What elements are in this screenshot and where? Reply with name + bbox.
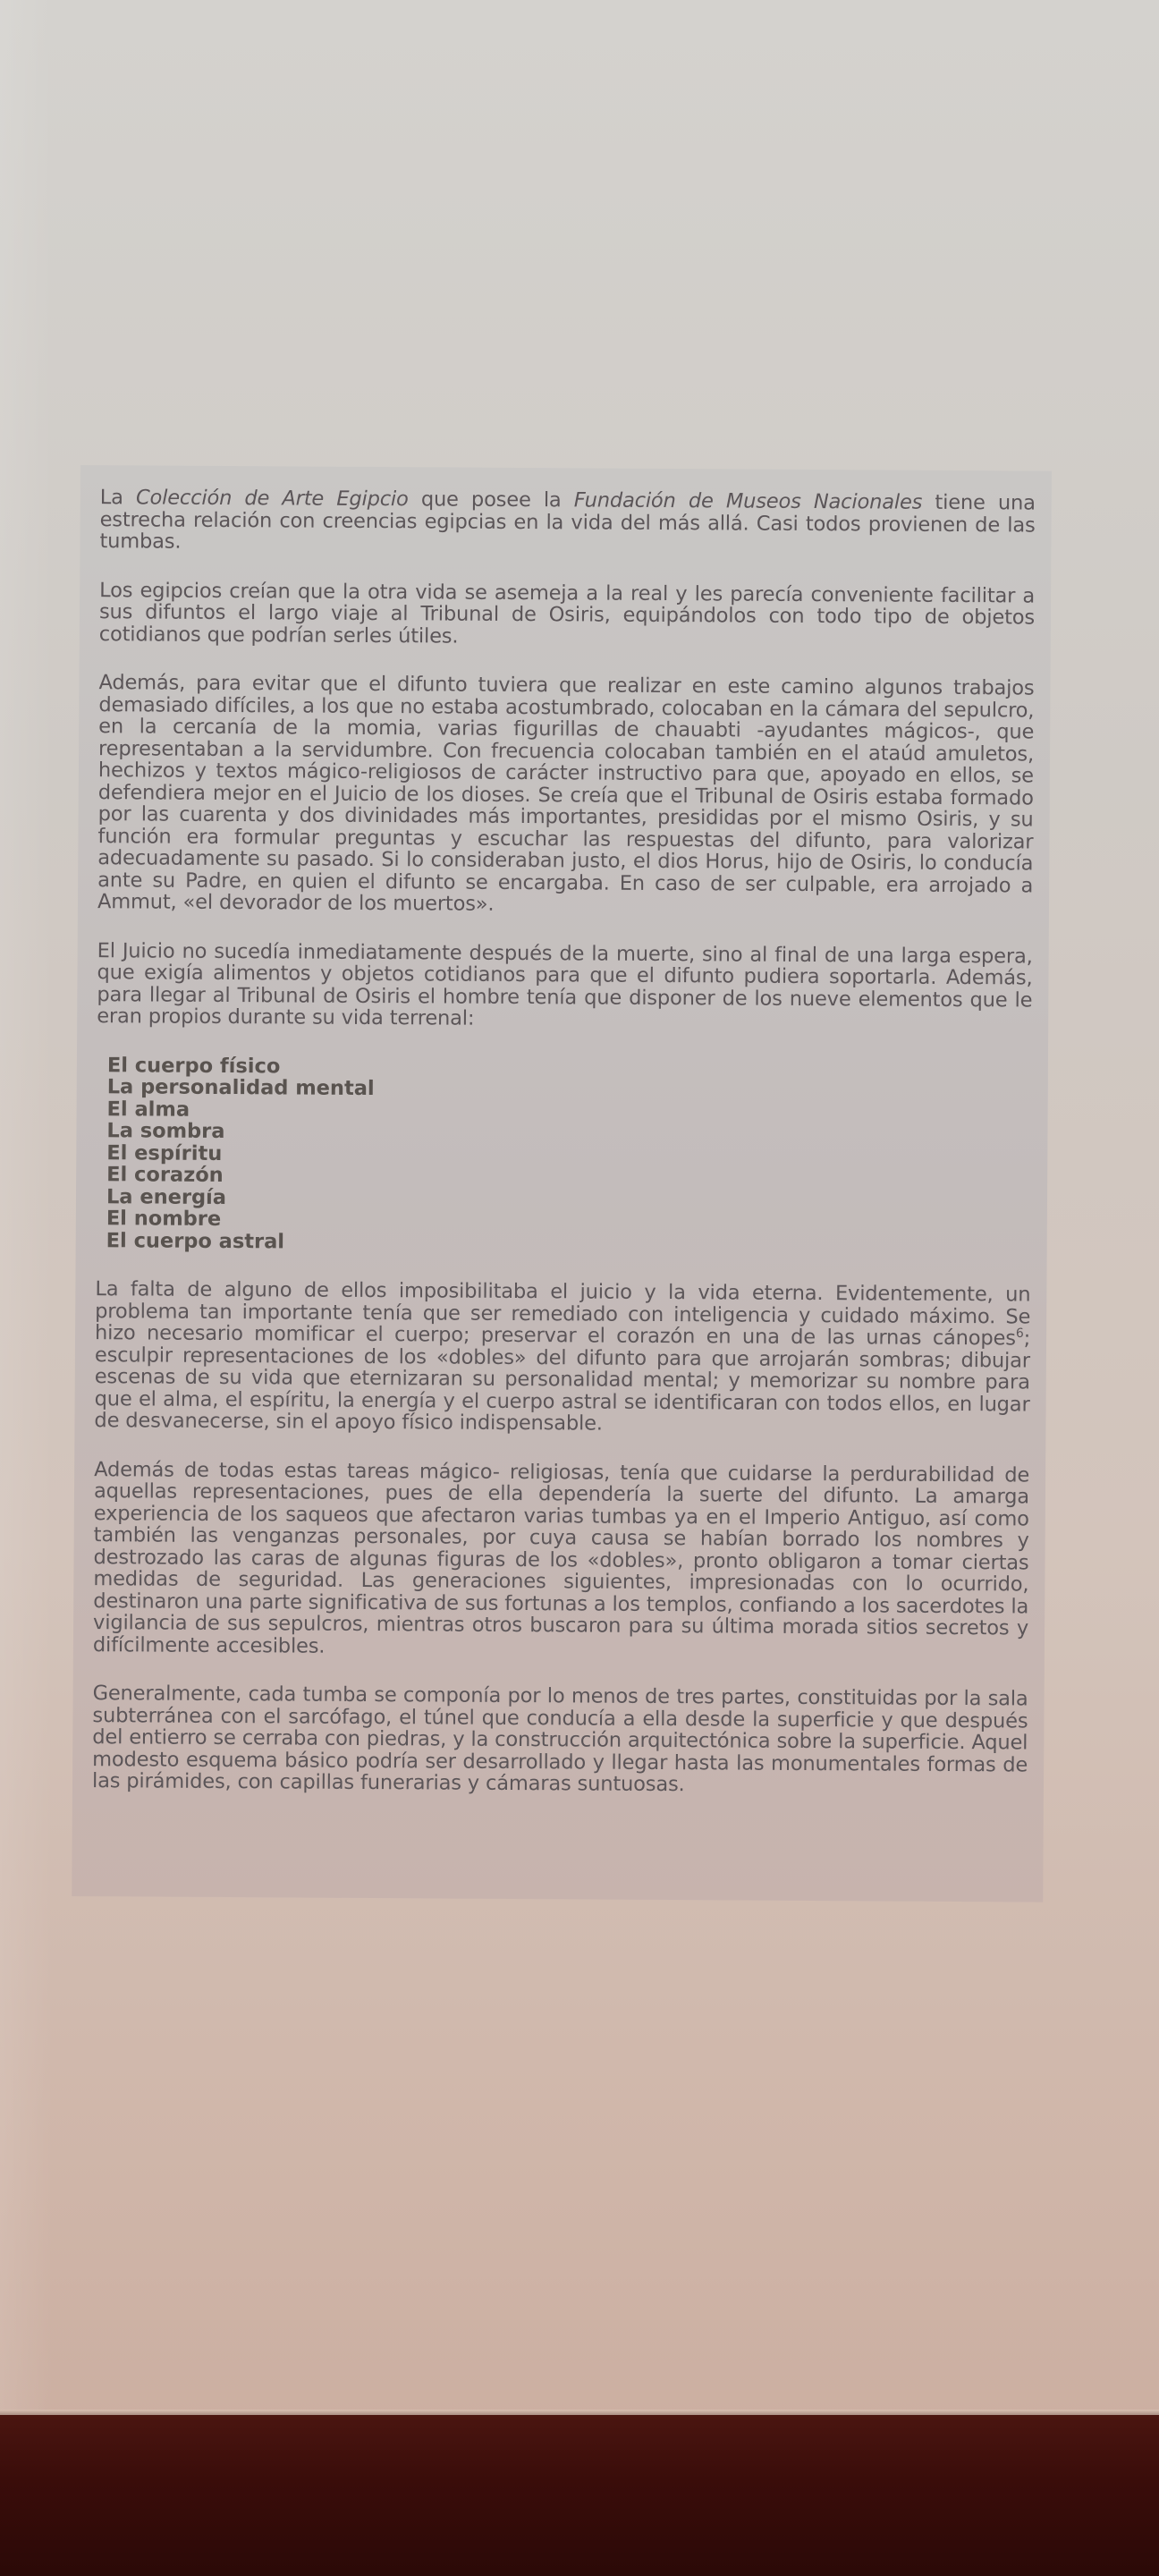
collection-name: Colección de Arte Egipcio xyxy=(135,486,409,512)
list-item: El cuerpo astral xyxy=(106,1228,285,1253)
list-item: La sombra xyxy=(106,1119,225,1144)
nine-elements-list xyxy=(106,1055,1032,1258)
footnote-marker: 6 xyxy=(1015,1326,1024,1341)
afterlife-paragraph: Los egipcios creían que la otra vida se asemeja a la real y les parecía conveniente facilitar a sus difuntos el largo viaje al Tribunal de Osiris, equipándolos con todo tipo de objetos cotidianos que podrían serles útiles. xyxy=(98,578,1036,648)
wooden-floor xyxy=(0,2415,1159,2576)
tomb-structure-paragraph: Generalmente, cada tumba se componía por lo menos de tres partes, constituidas por la sala subterránea con el sarcófago, el túnel que conducía a ella desde la superficie y que después del entierro se cerraba con piedras, y la construcción arquitectónica sobre la superficie. Aquel modesto esquema básico podría ser desarrollado y llegar hasta las monumentales formas de las pirámides, con capillas funerarias y cámaras suntuosas. xyxy=(91,1682,1028,1797)
foundation-name: Fundación de Museos Nacionales xyxy=(573,488,923,514)
list-item: El cuerpo físico xyxy=(106,1053,281,1078)
list-item: El alma xyxy=(106,1097,190,1122)
list-item: El espíritu xyxy=(106,1140,223,1165)
mummification-paragraph: La falta de alguno de ellos imposibilitaba el juicio y la vida eterna. Evidentemente, un problema tan importante tenía que ser remediado con inteligencia y cuidado máximo. Se hizo necesario momificar el cuerpo; preservar el corazón en una de las urnas cánopes$^6$; esculpir representaciones de los «dobles» del difunto para que arrojarán sombras; dibujar escenas de su vida que eternizaran su personalidad mental; y memorizar su nombre para que el alma, el espíritu, la energía y el cuerpo astral se identificaran con todos ellos, en lugar de desvanecerse, sin el apoyo físico indispensable. xyxy=(94,1277,1031,1436)
tribunal-paragraph: Además, para evitar que el difunto tuviera que realizar en este camino algunos trabajos demasiado difíciles, a los que no estaba acostumbrado, colocaban en la cámara del sepulcro, en la cercanía de la momia, varias figurillas de chauabti -ayudantes mágicos-, que representaban a la servidumbre. Con frecuencia colocaban también en el ataúd amuletos, hechizos y textos mágico-religiosos de carácter instructivo para que, apoyado en ellos, se defendiera mejor en el Juicio de los dioses. Se creía que el Tribunal de Osiris estaba formado por las cuarenta y dos divinidades más importantes, presididas por el mismo Osiris, y su función era formular preguntas y escuchar las respuestas del difunto, para valorizar adecuadamente su pasado. Si lo consideraban justo, el dios Horus, hijo de Osiris, lo conducía ante su Padre, en quien el difunto se encargaba. En caso de ser culpable, era arrojado a Ammut, «el devorador de los muertos». xyxy=(97,671,1035,916)
list-item: La energía xyxy=(106,1184,227,1209)
intro-paragraph: La Colección de Arte Egipcio que posee la Fundación de Museos Nacionales tiene una estrecha relación con creencias egipcias en la vida del más allá. Casi todos provienen de las tumbas. xyxy=(99,486,1036,554)
list-item: El nombre xyxy=(106,1207,222,1231)
judgement-paragraph: El Juicio no sucedía inmediatamente después de la muerte, sino al final de una larga espera, que exigía alimentos y objetos cotidianos para que el difunto pudiera soportarla. Además, para llegar al Tribunal de Osiris el hombre tenía que disponer de los nueve elementos que le eran propios durante su vida terrenal: xyxy=(97,938,1033,1030)
list-item: El corazón xyxy=(106,1163,224,1187)
list-item: La personalidad mental xyxy=(106,1075,375,1101)
preservation-paragraph: Además de todas estas tareas mágico- religiosas, tenía que cuidarse la perdurabilidad de aquellas representaciones, pues de ella dependería la suerte del difunto. La amarga experiencia de los saqueos que afectaron varias tumbas ya en el Imperio Antiguo, así como también las venganzas personales, por cuya causa se habían borrado los nombres y destrozado las caras de algunas figuras de los «dobles», pronto obligaron a tomar ciertas medidas de seguridad. Las generaciones siguientes, impresionadas con lo ocurrido, destinaron una parte significativa de sus fortunas a los templos, confiando a los sacerdotes la vigilancia de sus sepulcros, mientras otros buscaron para su última morada sitios secretos y difícilmente accesibles. xyxy=(92,1457,1030,1658)
exhibit-text-panel xyxy=(72,465,1052,1902)
wall-shadow xyxy=(0,0,54,2415)
